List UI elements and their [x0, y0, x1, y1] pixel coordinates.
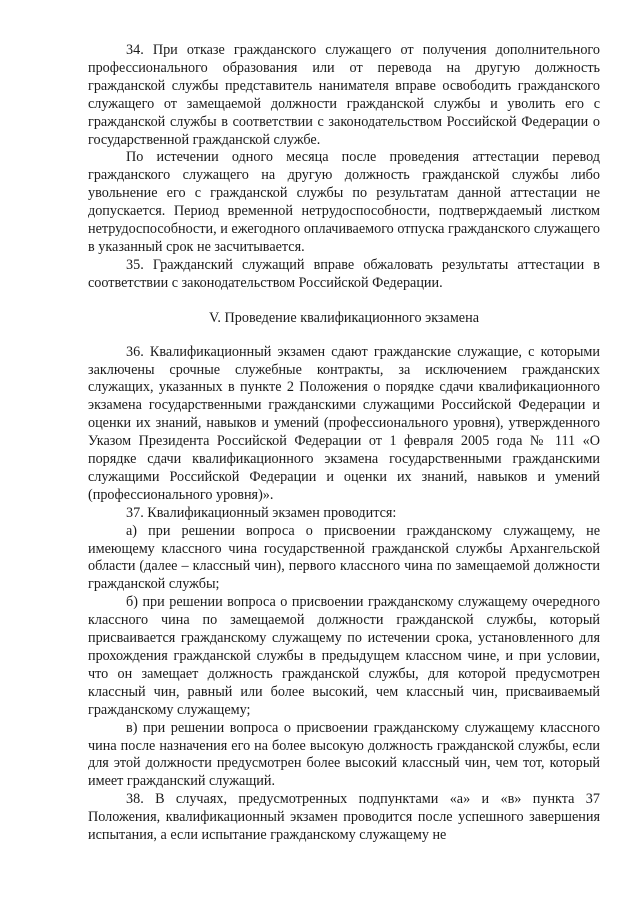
paragraph-37: 37. Квалификационный экзамен проводится:: [126, 504, 397, 521]
paragraph-37-b: б) при решении вопроса о присвоении гражданскому служащему очередного классного чина по замещаемой должности гражданской службы, который присваивается гражданскому служащему по истечении срока, установленного для прохождения гражданской службы в предыдущем классном чине, и при условии, что он замещает должность гражданской службы, для которой предусмотрен классный чин, равный или более высокий, чем классный чин, присваиваемый гражданскому служащему;: [88, 594, 600, 718]
paragraph-34-continuation: По истечении одного месяца после проведения аттестации перевод гражданского служащего на другую должность гражданской службы либо увольнение его с гражданской службы по результатам данной аттестации не допускается. Период временной нетрудоспособности, подтверждаемый листком нетрудоспособности, и ежегодного оплачиваемого отпуска гражданского служащего в указанный срок не засчитывается.: [88, 149, 600, 255]
document-page: [88, 42, 600, 845]
paragraph-35: 35. Гражданский служащий вправе обжаловать результаты аттестации в соответствии с законодательством Российской Федерации.: [88, 256, 600, 291]
section-heading: V. Проведение квалификационного экзамена: [209, 309, 479, 326]
paragraph-37-v: в) при решении вопроса о присвоении гражданскому служащему классного чина после назначения его на более высокую должность гражданской службы, если для этой должности предусмотрен более высокий классный чин, чем тот, который имеет гражданский служащий.: [88, 719, 600, 790]
paragraph-37-a: а) при решении вопроса о присвоении гражданскому служащему, не имеющему классного чина государственной гражданской службы Архангельской области (далее – классный чин), первого классного чина по замещаемой должности гражданской службы;: [88, 522, 600, 593]
paragraph-38: 38. В случаях, предусмотренных подпунктами «а» и «в» пункта 37 Положения, квалификационный экзамен проводится после успешного завершения испытания, а если испытание гражданскому служащему не: [88, 791, 600, 844]
paragraph-36: 36. Квалификационный экзамен сдают гражданские служащие, с которыми заключены срочные служебные контракты, за исключением гражданских служащих, указанных в пункте 2 Положения о порядке сдачи квалификационного экзамена государственными гражданскими служащими Российской Федерации и оценки их знаний, навыков и умений (профессионального уровня), утвержденного Указом Президента Российской Федерации от 1 февраля 2005 года № 111 «О порядке сдачи квалификационного экзамена государственными гражданскими служащими Российской Федерации и оценки их знаний, навыков и умений (профессионального уровня)».: [88, 343, 600, 503]
paragraph-34: 34. При отказе гражданского служащего от получения дополнительного профессионального образования или от перевода на другую должность гражданской службы представитель нанимателя вправе освободить гражданского служащего от замещаемой должности гражданской службы и уволить его с гражданской службы в соответствии с законодательством Российской Федерации о государственной гражданской службе.: [88, 42, 600, 148]
